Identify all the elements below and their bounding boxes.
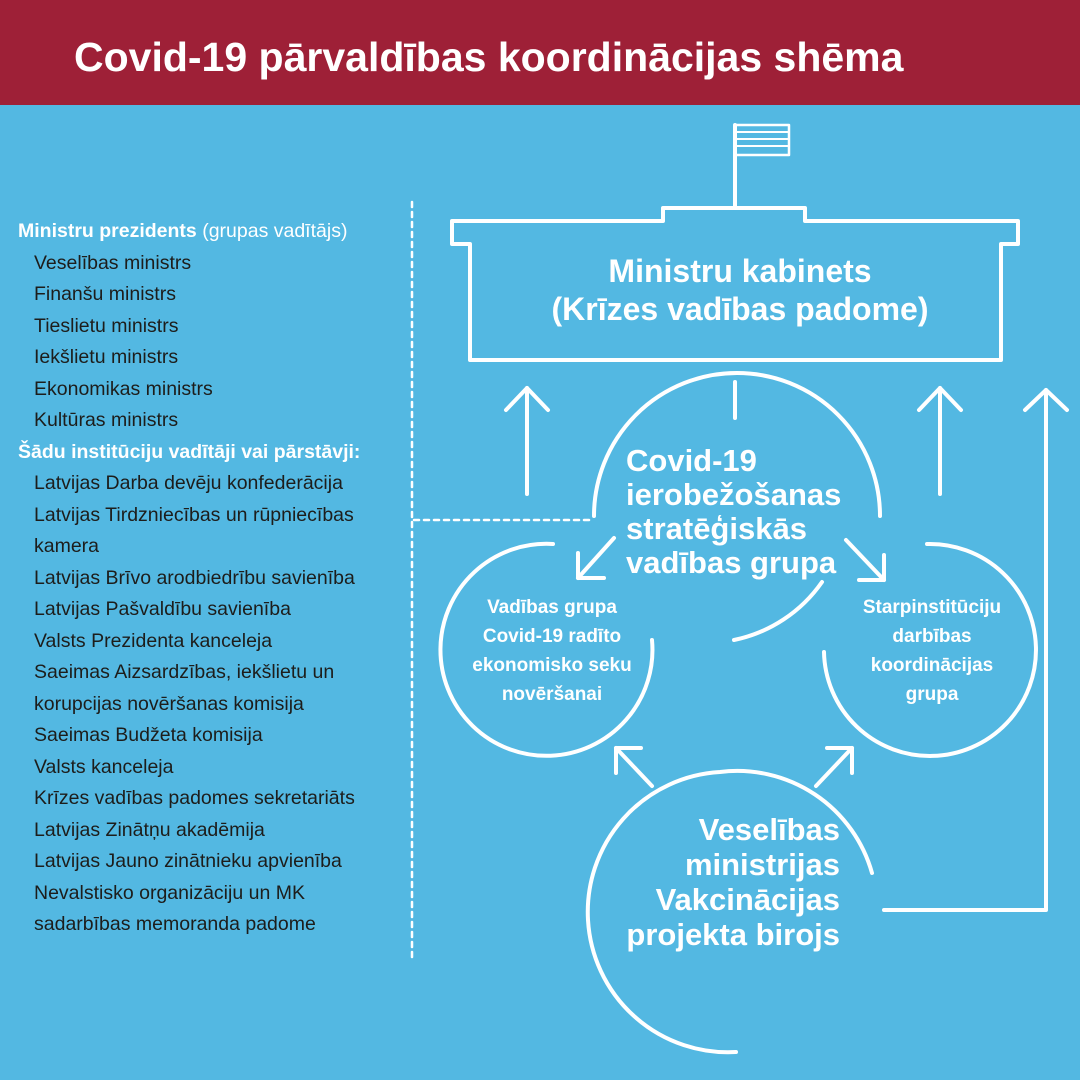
economic-group-label-line: Covid-19 radīto [482, 626, 622, 647]
arrow-icon [506, 388, 548, 494]
institutions-heading: Šādu institūciju vadītāji vai pārstāvji: [18, 440, 361, 463]
page-title: Covid-19 pārvaldības koordinācijas shēma [74, 34, 904, 80]
member-lead-note: (grupas vadītājs) [202, 220, 348, 242]
strategic-group-label-line: stratēģiskās [626, 511, 807, 546]
strategic-group-label-line: Covid-19 [626, 443, 757, 478]
institution-item: Latvijas Zinātņu akadēmija [34, 818, 265, 841]
flag-icon [735, 125, 789, 208]
institution-item: Saeimas Aizsardzības, iekšlietu un [34, 661, 335, 683]
vaccination-office-label-line: projekta birojs [626, 917, 840, 952]
member-lead [18, 216, 403, 248]
vaccination-office-label-line: Veselības [698, 812, 840, 847]
institution-item: Latvijas Pašvaldību savienība [34, 598, 291, 620]
institution-item: korupcijas novēršanas komisija [34, 692, 304, 715]
minister-item: Ekonomikas ministrs [34, 377, 213, 400]
interinstitutional-group-label-line: koordinācijas [870, 655, 994, 676]
institution-item: Valsts kanceleja [34, 755, 174, 778]
vaccination-office-label-line: ministrijas [684, 847, 840, 882]
institution-item: Nevalstisko organizāciju un MK [34, 881, 305, 904]
institution-item: Valsts Prezidenta kanceleja [34, 629, 273, 652]
institution-item: Krīzes vadības padomes sekretariāts [34, 787, 355, 809]
minister-item: Tieslietu ministrs [34, 314, 179, 337]
institution-item: kamera [34, 535, 100, 557]
minister-item: Finanšu ministrs [34, 283, 176, 305]
strategic-group-label-line: ierobežošanas [626, 477, 842, 512]
economic-group-label-line: Vadības grupa [487, 597, 617, 618]
strategic-group-label-line: vadības grupa [626, 545, 837, 580]
economic-group-label [456, 593, 648, 709]
minister-item: Veselības ministrs [34, 251, 192, 274]
institution-item: Latvijas Brīvo arodbiedrību savienība [34, 566, 355, 589]
vaccination-office-label [604, 812, 840, 952]
arrow-icon [616, 748, 652, 786]
interinstitutional-group-label-line: grupa [905, 684, 959, 705]
arrow-icon [578, 538, 614, 578]
institution-item: Latvijas Darba devēju konfederācija [34, 472, 343, 494]
arrow-icon [919, 388, 961, 494]
member-lead-title: Ministru prezidents [18, 220, 197, 242]
arrow-icon [816, 748, 852, 786]
interinstitutional-group-label-line: darbības [892, 626, 972, 647]
interinstitutional-group-label [834, 593, 1030, 709]
economic-group-label-line: ekonomisko seku [472, 655, 632, 676]
member-list [18, 216, 403, 941]
economic-group-label-line: novēršanai [501, 684, 603, 705]
interinstitutional-group-label-line: Starpinstitūciju [862, 597, 1002, 618]
institution-item: sadarbības memoranda padome [34, 913, 316, 935]
cabinet-label [470, 252, 1010, 328]
institution-item: Latvijas Tirdzniecības un rūpniecības [34, 503, 354, 526]
cabinet-label-line: (Krīzes vadības padome) [551, 291, 929, 327]
cabinet-label-line: Ministru kabinets [608, 253, 872, 289]
strategic-group-label [626, 444, 866, 580]
institution-item: Latvijas Jauno zinātnieku apvienība [34, 850, 342, 872]
vaccination-office-label-line: Vakcinācijas [655, 882, 840, 917]
minister-item: Kultūras ministrs [34, 409, 179, 431]
institution-item: Saeimas Budžeta komisija [34, 724, 263, 746]
minister-item: Iekšlietu ministrs [34, 346, 179, 368]
strategic-group-tail [734, 582, 822, 640]
